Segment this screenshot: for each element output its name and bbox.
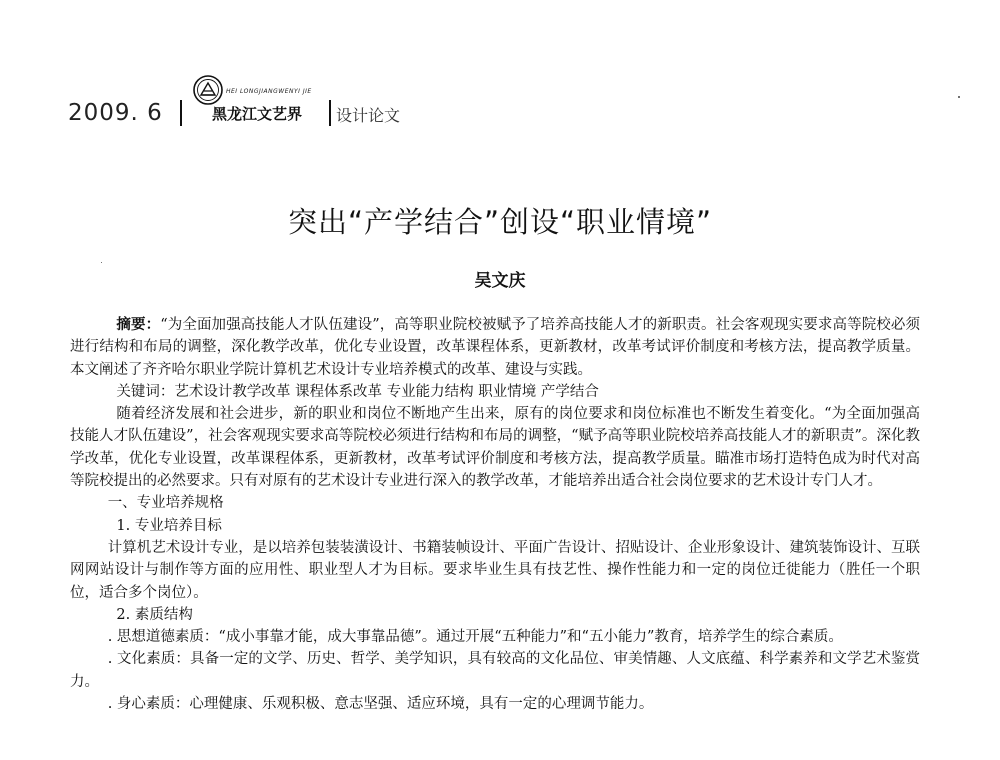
keywords: 关键词：艺术设计教学改革 课程体系改革 专业能力结构 职业情境 产学结合: [116, 383, 599, 400]
scan-speck: [958, 96, 960, 98]
section-tag: 设计论文: [336, 106, 401, 125]
magazine-name: 黑龙江文艺界: [212, 105, 303, 123]
abstract-label: 摘要：: [116, 316, 161, 333]
header-divider: [329, 100, 331, 126]
magazine-english-name: HEI LONGJIANGWENYI JIE: [226, 88, 312, 95]
section-heading: 一、专业培养规格: [107, 495, 224, 512]
paragraph: . 身心素质：心理健康、乐观积极、意志坚强、适应环境，具有一定的心理调节能力。: [107, 696, 654, 713]
scan-speck: [101, 262, 102, 263]
paragraph: . 文化素质：具备一定的文学、历史、哲学、美学知识，具有较高的文化品位、审美情趣、人文底蕴、科学素养和文学艺术鉴赏力。: [70, 651, 920, 690]
journal-logo-icon: [192, 74, 224, 106]
article-author: 吴文庆: [474, 271, 526, 291]
subsection-heading: 2. 素质结构: [116, 606, 193, 623]
intro-paragraph: 随着经济发展和社会进步，新的职业和岗位不断地产生出来，原有的岗位要求和岗位标准也不断发生着变化。“为全面加强高技能人才队伍建设”，社会客观现实要求高等院校必须进行结构和布局的调整，“赋予高等职业院校培养高技能人才的新职责”。深化教学改革，优化专业设置，改革课程体系，更新教材，改革考试评价制度和考核方法，提高教学质量。瞄准市场打造特色成为时代对高等院校提出的必然要求。只有对原有的艺术设计专业进行深入的教学改革，才能培养出适合社会岗位要求的艺术设计专门人才。: [70, 406, 920, 490]
header-divider: [180, 100, 182, 126]
abstract-text: “为全面加强高技能人才队伍建设”，高等职业院校被赋予了培养高技能人才的新职责。社会客观现实要求高等院校必须进行结构和布局的调整，深化教学改革，优化专业设置，改革课程体系，更新教材，改革考试评价制度和考核方法，提高教学质量。本文阐述了齐齐哈尔职业学院计算机艺术设计专业培养模式的改革、建设与实践。: [70, 317, 921, 378]
article-title: 突出“产学结合”创设“职业情境”: [287, 205, 713, 239]
article-body: [70, 314, 920, 715]
paragraph: 计算机艺术设计专业，是以培养包装装潢设计、书籍装帧设计、平面广告设计、招贴设计、企业形象设计、建筑装饰设计、互联网网站设计与制作等方面的应用性、职业型人才为目标。要求毕业生具有技艺性、操作性能力和一定的岗位迁徙能力（胜任一个职位，适合多个岗位）。: [70, 539, 920, 601]
paragraph: . 思想道德素质：“成小事靠才能，成大事靠品德”。通过开展“五种能力”和“五小能力”教育，培养学生的综合素质。: [107, 629, 843, 646]
subsection-heading: 1. 专业培养目标: [116, 517, 222, 534]
abstract: [70, 314, 920, 381]
journal-header: [68, 70, 488, 130]
issue-number: 2009. 6: [68, 100, 163, 126]
